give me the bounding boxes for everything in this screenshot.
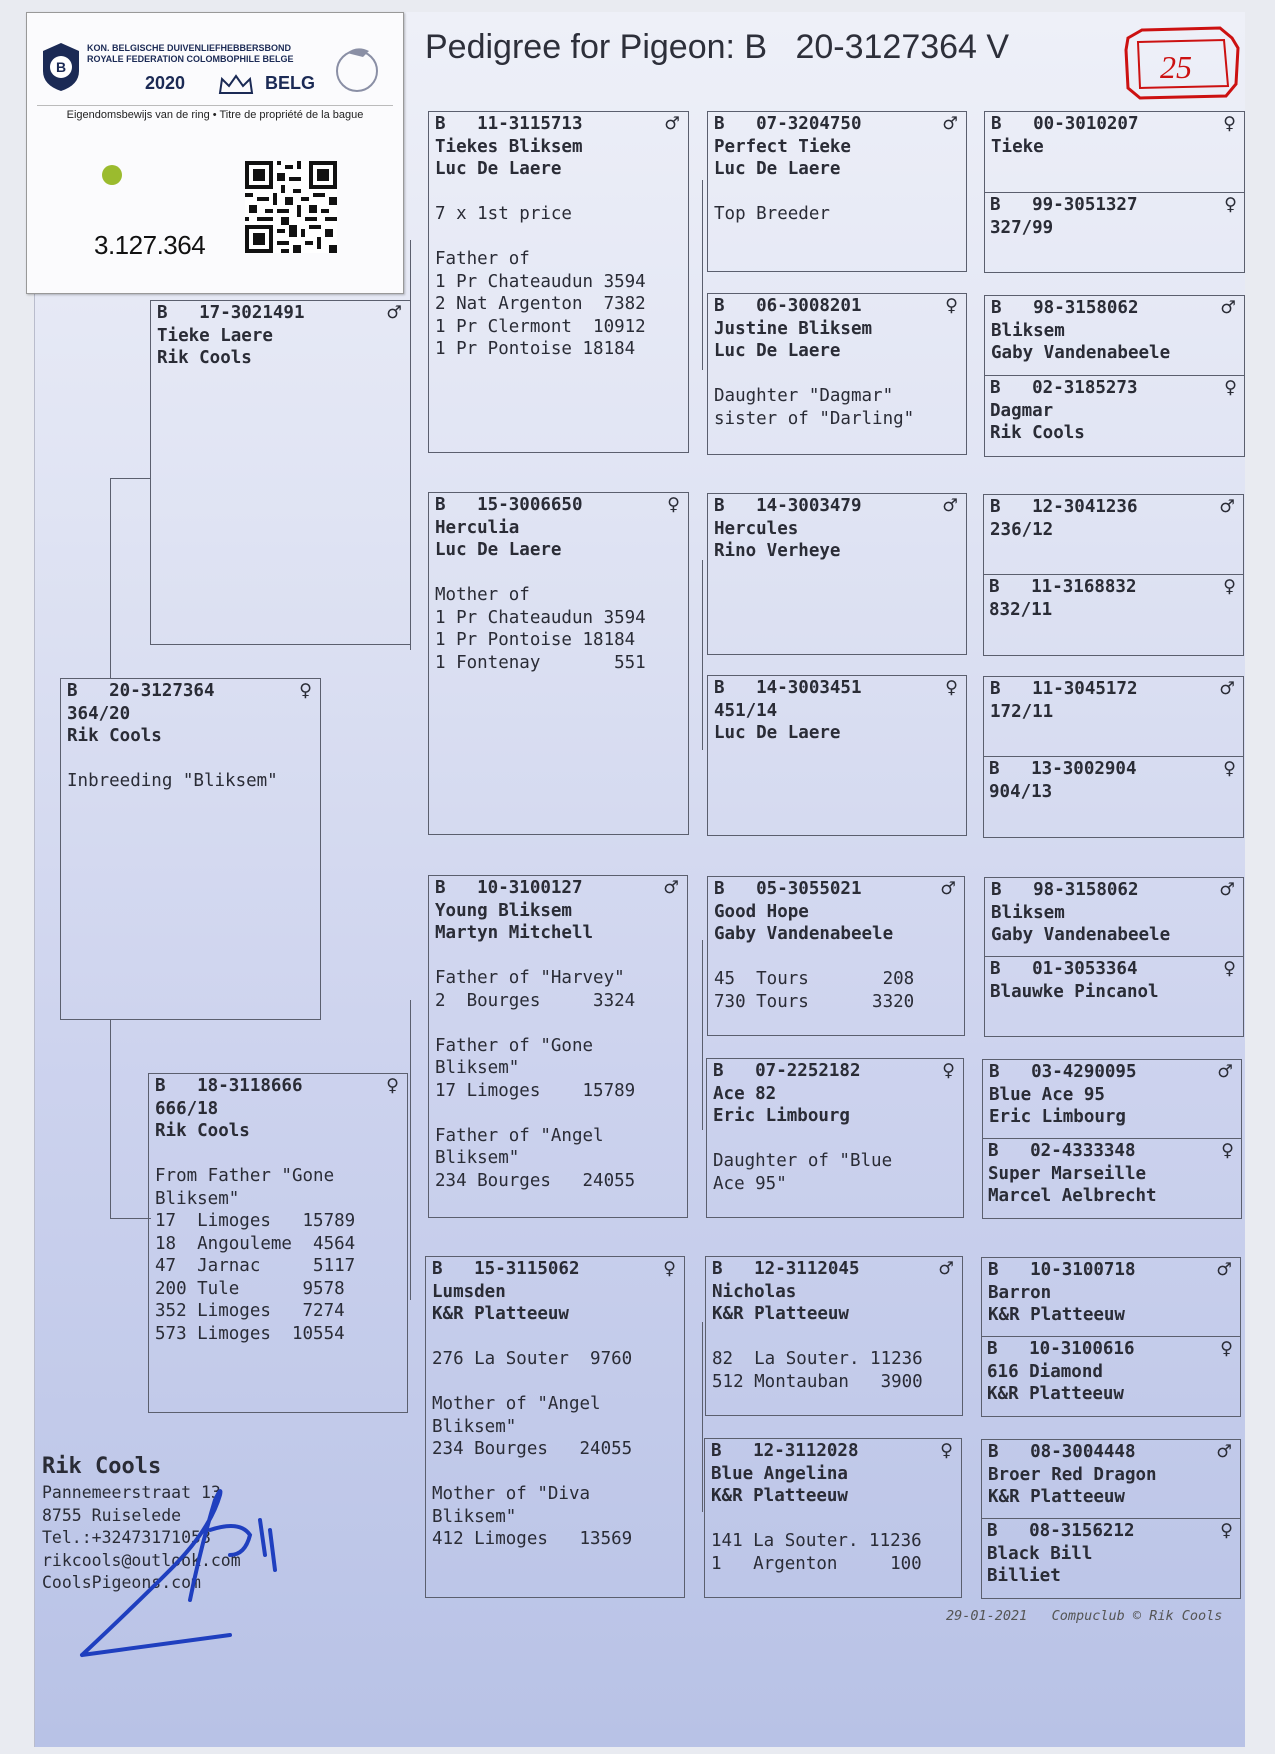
pigeon-note: 82 La Souter. 11236 — [712, 1349, 923, 1369]
pigeon-note: Mother of — [435, 585, 530, 605]
ring-year: 2020 — [145, 73, 186, 93]
pigeon-note: 18 Angouleme 4564 — [155, 1233, 356, 1254]
ring-number: B 12-3041236 ♂ — [990, 497, 1235, 517]
pigeon-note: Bliksem" — [432, 1506, 517, 1527]
gen4-box — [983, 676, 1244, 838]
ring-number: B 12-3112028 ♀ — [711, 1441, 953, 1461]
ring-number: B 00-3010207 ♀ — [991, 114, 1236, 134]
pigeon-note: 1 Pr Pontoise 18184 — [435, 630, 636, 650]
pigeon-note: Mother of "Diva — [432, 1484, 591, 1504]
pigeon-note: 141 La Souter. 11236 — [711, 1531, 922, 1551]
dam-box — [148, 1073, 408, 1413]
pigeon-note: 352 Limoges 7274 — [155, 1301, 345, 1321]
pigeon-note: 200 Tule 9578 — [155, 1278, 345, 1299]
pigeon-line: Broer Red Dragon — [988, 1464, 1157, 1485]
pigeon-line: Black Bill — [987, 1543, 1093, 1564]
pigeon-line: Gaby Vandenabeele — [991, 343, 1171, 363]
ring-number: B 08-3004448 ♂ — [988, 1442, 1232, 1462]
pigeon-line: Luc De Laere — [714, 341, 841, 361]
pigeon-note: Bliksem" — [432, 1416, 517, 1437]
pigeon-note: Daughter of "Blue — [713, 1151, 893, 1171]
federation-logo-icon — [39, 41, 83, 93]
gen4-box — [984, 877, 1244, 1037]
subject-box — [60, 678, 321, 1020]
pigeon-line: Gaby Vandenabeele — [714, 924, 894, 944]
pigeon-note: sister of "Darling" — [714, 408, 915, 429]
ring-number: B 18-3118666 ♀ — [155, 1076, 399, 1096]
pigeon-line: Eric Limbourg — [989, 1107, 1126, 1127]
gen4-box — [981, 1439, 1241, 1599]
gen3-box — [704, 1438, 962, 1598]
pigeon-line: 666/18 — [155, 1098, 219, 1119]
ring-number: B 98-3158062 ♂ — [991, 298, 1236, 318]
ring-number: B 11-3115713 ♂ — [435, 114, 680, 134]
pigeon-line: 327/99 — [990, 217, 1054, 238]
ring-number: B 01-3053364 ♀ — [990, 959, 1236, 979]
connector — [410, 1000, 429, 1300]
gen3-box — [705, 1256, 963, 1416]
ring-number: B 10-3100718 ♂ — [988, 1260, 1232, 1280]
pigeon-line: 236/12 — [990, 519, 1054, 540]
gen4-box — [983, 494, 1244, 656]
pigeon-line: Good Hope — [714, 901, 809, 922]
pigeon-note: 234 Bourges 24055 — [435, 1170, 636, 1191]
pigeon-note: Daughter "Dagmar" — [714, 386, 894, 406]
ring-number: B 14-3003451 ♀ — [714, 678, 958, 698]
pigeon-note: Father of "Angel — [435, 1125, 604, 1146]
number-stamp — [1120, 24, 1245, 104]
owner-name: Rik Cools — [42, 1454, 162, 1479]
stamp-number: 25 — [1160, 49, 1192, 85]
pigeon-line: Hercules — [714, 518, 799, 539]
ring-number: B 10-3100127 ♂ — [435, 878, 679, 898]
pigeon-note: 17 Limoges 15789 — [155, 1211, 356, 1231]
signature-icon — [70, 1460, 290, 1670]
pigeon-line: Luc De Laere — [435, 159, 562, 179]
pigeon-line: Billiet — [987, 1566, 1061, 1586]
grandsire-paternal-box — [428, 111, 689, 453]
pigeon-note: Mother of "Angel — [432, 1394, 601, 1414]
pigeon-line: Blue Ace 95 — [989, 1084, 1105, 1105]
pigeon-note: 1 Pr Pontoise 18184 — [435, 339, 636, 359]
footer-credit: 29-01-2021 Compuclub © Rik Cools — [946, 1608, 1223, 1624]
status-dot — [102, 165, 122, 185]
svg-text:B: B — [55, 59, 67, 75]
pigeon-note: 412 Limoges 13569 — [432, 1529, 633, 1549]
pigeon-line: Blauwke Pincanol — [990, 981, 1159, 1002]
granddam-maternal-box — [425, 1256, 685, 1598]
qr-code-icon — [245, 161, 337, 253]
pigeon-line: 616 Diamond — [987, 1361, 1103, 1382]
pigeon-note: 1 Pr Chateaudun 3594 — [435, 271, 646, 292]
owner-phone: Tel.:+32473171053 — [42, 1528, 211, 1547]
pigeon-line: Marcel Aelbrecht — [988, 1186, 1157, 1206]
fcb-logo-icon — [327, 39, 387, 95]
pigeon-note: 1 Pr Clermont 10912 — [435, 316, 646, 337]
ring-number: B 02-3185273 ♀ — [990, 378, 1237, 398]
pigeon-note: Bliksem" — [435, 1148, 520, 1168]
ring-number: B 03-4290095 ♂ — [989, 1062, 1233, 1082]
ring-number: B 05-3055021 ♂ — [714, 879, 956, 899]
pigeon-line: Blue Angelina — [711, 1463, 848, 1484]
pigeon-note: Bliksem" — [155, 1188, 240, 1209]
pigeon-note: Top Breeder — [714, 204, 830, 224]
ring-number: B 15-3006650 ♀ — [435, 495, 680, 515]
owner-city: 8755 Ruiselede — [42, 1505, 182, 1525]
pigeon-note: 2 Bourges 3324 — [435, 990, 636, 1011]
owner-email: rikcools@outlook.com — [42, 1550, 241, 1570]
gen3-box — [707, 493, 967, 655]
pigeon-note: 512 Montauban 3900 — [712, 1371, 923, 1392]
ring-number: B 07-2252182 ♀ — [713, 1061, 955, 1081]
pigeon-line: Perfect Tieke — [714, 136, 851, 157]
pigeon-line: Lumsden — [432, 1281, 506, 1302]
connector — [110, 1020, 151, 1219]
pigeon-note: 45 Tours 208 — [714, 969, 915, 989]
gen3-box — [707, 111, 967, 272]
ring-number-large: 3.127.364 — [94, 230, 206, 260]
pigeon-note: Father of "Harvey" — [435, 968, 625, 988]
pigeon-line: Bliksem — [991, 320, 1065, 341]
pigeon-note: Father of — [435, 249, 530, 269]
pigeon-line: Tiekes Bliksem — [435, 136, 583, 157]
gen4-box — [984, 295, 1245, 457]
pigeon-line: K&R Platteeuw — [988, 1487, 1125, 1507]
pigeon-note: Bliksem" — [435, 1058, 520, 1078]
pigeon-line: Barron — [988, 1282, 1052, 1303]
pigeon-note: 2 Nat Argenton 7382 — [435, 294, 646, 314]
ring-number: B 15-3115062 ♀ — [432, 1259, 676, 1279]
pigeon-note: 1 Fontenay 551 — [435, 652, 646, 673]
pigeon-line: Ace 82 — [713, 1083, 777, 1104]
owner-website: CoolsPigeons.com — [42, 1573, 201, 1592]
grandsire-maternal-box — [428, 875, 688, 1218]
pigeon-line: Martyn Mitchell — [435, 923, 594, 943]
pigeon-note: 276 La Souter 9760 — [432, 1349, 633, 1369]
gen3-box — [707, 876, 965, 1036]
pigeon-note: 7 x 1st price — [435, 204, 572, 224]
federation-name: KON. BELGISCHE DUIVENLIEFHEBBERSBOND ROYALE FEDERATION COLOMBOPHILE BELGE — [87, 43, 294, 64]
ring-number: B 99-3051327 ♀ — [990, 195, 1237, 215]
pigeon-line: K&R Platteeuw — [712, 1304, 849, 1324]
pigeon-note: 573 Limoges 10554 — [155, 1323, 345, 1344]
pigeon-line: Luc De Laere — [714, 159, 841, 179]
pigeon-line: Eric Limbourg — [713, 1106, 850, 1126]
pigeon-line: Dagmar — [990, 400, 1054, 421]
pigeon-line: Tieke Laere — [157, 325, 273, 346]
ownership-caption: Eigendomsbewijs van de ring • Titre de propriété de la bague — [37, 105, 393, 121]
owner-address: Pannemeerstraat 13 — [42, 1483, 221, 1502]
granddam-paternal-box — [428, 492, 689, 835]
pigeon-line: Nicholas — [712, 1281, 797, 1302]
pigeon-line: Luc De Laere — [714, 723, 841, 743]
pigeon-note: From Father "Gone — [155, 1166, 335, 1186]
gen3-box — [707, 293, 967, 455]
pigeon-line: Young Bliksem — [435, 900, 572, 921]
ring-number: B 13-3002904 ♀ — [989, 759, 1236, 779]
ring-number: B 17-3021491 ♂ — [157, 303, 402, 323]
pigeon-note: 47 Jarnac 5117 — [155, 1256, 356, 1276]
crown-icon — [217, 73, 255, 97]
pigeon-note: Father of "Gone — [435, 1035, 594, 1056]
sire-box — [150, 300, 411, 645]
ring-number: B 06-3008201 ♀ — [714, 296, 958, 316]
pigeon-note: 1 Pr Chateaudun 3594 — [435, 607, 646, 628]
pigeon-line: 172/11 — [990, 701, 1054, 722]
gen3-box — [707, 675, 967, 836]
ring-number: B 14-3003479 ♂ — [714, 496, 958, 516]
pigeon-line: Justine Bliksem — [714, 318, 873, 339]
pigeon-line: Tieke — [991, 136, 1044, 157]
ring-number: B 20-3127364 ♀ — [67, 681, 312, 701]
ring-number: B 12-3112045 ♂ — [712, 1259, 954, 1279]
pigeon-line: K&R Platteeuw — [711, 1486, 848, 1506]
pigeon-note: Ace 95" — [713, 1173, 787, 1194]
pigeon-line: Rik Cools — [155, 1121, 250, 1141]
pigeon-line: Bliksem — [991, 902, 1065, 923]
connector — [110, 478, 151, 679]
pigeon-note: Inbreeding "Bliksem" — [67, 771, 278, 791]
pigeon-line: Rik Cools — [990, 423, 1085, 443]
pigeon-line: 904/13 — [989, 781, 1053, 802]
pigeon-note: 234 Bourges 24055 — [432, 1439, 633, 1459]
pigeon-line: Rik Cools — [157, 348, 252, 368]
pigeon-line: K&R Platteeuw — [988, 1305, 1125, 1325]
ring-number: B 11-3168832 ♀ — [989, 577, 1236, 597]
pigeon-line: 451/14 — [714, 700, 778, 721]
ring-number: B 10-3100616 ♀ — [987, 1339, 1233, 1359]
page-title: Pedigree for Pigeon: B 20-3127364 V — [425, 28, 1010, 66]
pigeon-note: 730 Tours 3320 — [714, 991, 915, 1012]
gen4-box — [982, 1059, 1242, 1219]
ring-number: B 11-3045172 ♂ — [990, 679, 1235, 699]
pigeon-line: Rik Cools — [67, 726, 162, 746]
gen3-box — [706, 1058, 964, 1218]
pigeon-line: K&R Platteeuw — [987, 1384, 1124, 1404]
ring-number: B 98-3158062 ♂ — [991, 880, 1235, 900]
ring-ownership-card — [26, 12, 404, 294]
ring-number: B 02-4333348 ♀ — [988, 1141, 1234, 1161]
ring-country: BELG — [265, 73, 316, 93]
ring-number: B 07-3204750 ♂ — [714, 114, 958, 134]
pigeon-note: 1 Argenton 100 — [711, 1553, 922, 1574]
pigeon-line: 364/20 — [67, 703, 131, 724]
gen4-box — [981, 1257, 1241, 1417]
connector — [410, 240, 429, 650]
pigeon-note: 17 Limoges 15789 — [435, 1080, 636, 1101]
pigeon-line: K&R Platteeuw — [432, 1304, 569, 1324]
pigeon-line: Luc De Laere — [435, 540, 562, 560]
gen4-box — [984, 111, 1245, 273]
pigeon-line: Super Marseille — [988, 1163, 1147, 1184]
pigeon-line: Gaby Vandenabeele — [991, 925, 1171, 945]
ring-number: B 08-3156212 ♀ — [987, 1521, 1233, 1541]
pigeon-line: 832/11 — [989, 599, 1053, 620]
pigeon-line: Herculia — [435, 517, 520, 538]
pigeon-line: Rino Verheye — [714, 541, 841, 561]
